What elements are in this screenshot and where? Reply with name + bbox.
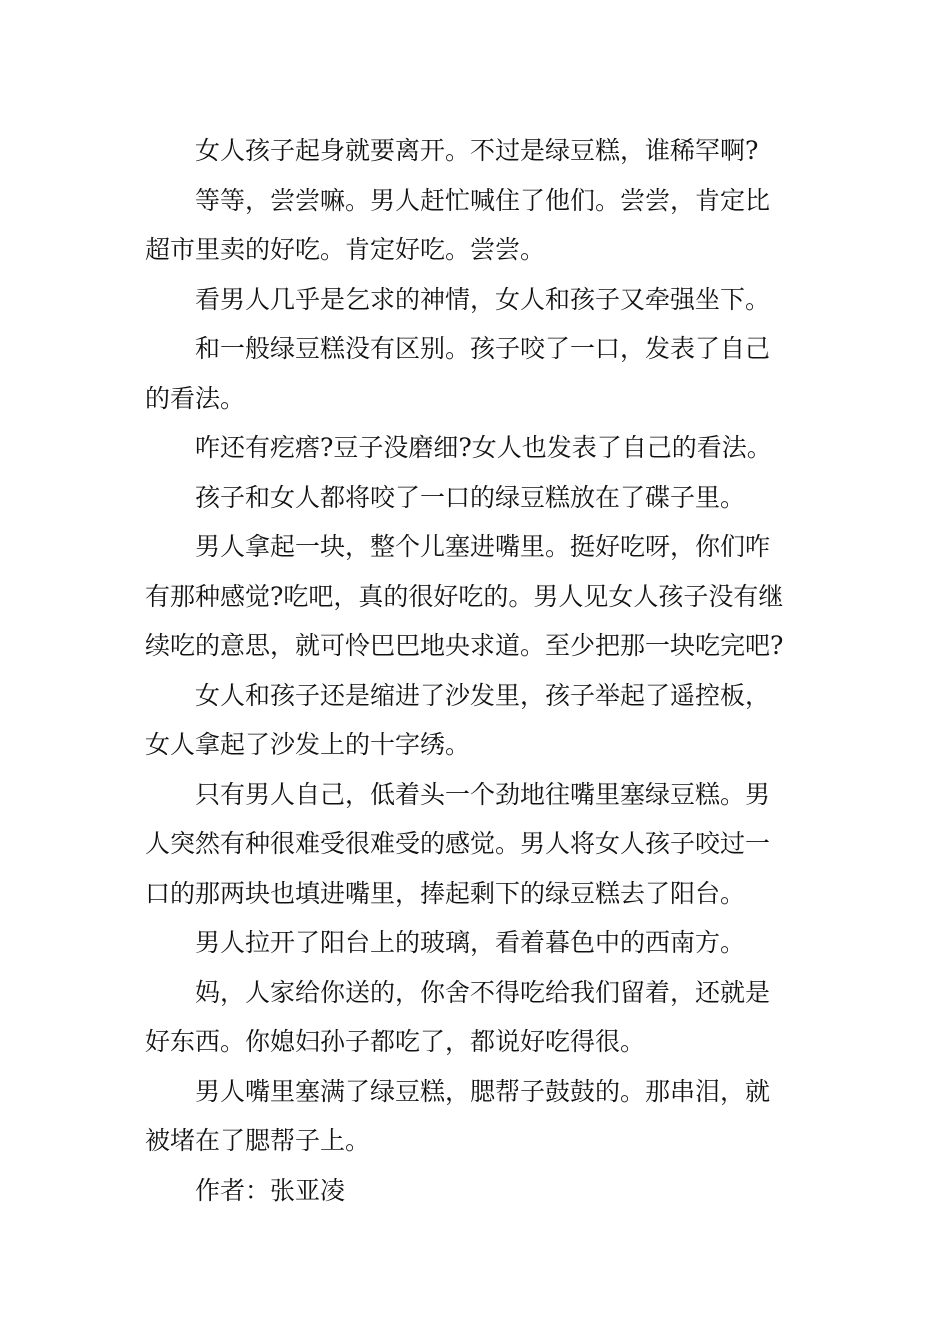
text-line: 咋还有疙瘩?豆子没磨细?女人也发表了自己的看法。	[195, 433, 772, 462]
text-line: 男人拿起一块，整个儿塞进嘴里。挺好吃呀，你们咋	[195, 532, 771, 561]
paragraph	[145, 473, 810, 523]
text-line: 看男人几乎是乞求的神情，女人和孩子又牵强坐下。	[195, 284, 771, 314]
text-line: 好东西。你媳妇孙子都吃了，都说好吃得很。	[145, 1027, 646, 1056]
text-line: 只有男人自己，低着头一个劲地往嘴里塞绿豆糕。男	[195, 779, 771, 809]
text-line: 有那种感觉?吃吧，真的很好吃的。男人见女人孩子没有继	[145, 581, 784, 611]
text-line: 妈，人家给你送的，你舍不得吃给我们留着，还就是	[195, 977, 771, 1007]
paragraph	[145, 671, 810, 770]
paragraph	[145, 770, 810, 919]
paragraph	[145, 176, 810, 275]
text-line: 女人和孩子还是缩进了沙发里，孩子举起了遥控板，	[195, 680, 771, 710]
text-line: 被堵在了腮帮子上。	[145, 1126, 371, 1155]
paragraph	[145, 918, 810, 968]
text-line: 口的那两块也填进嘴里，捧起剩下的绿豆糕去了阳台。	[145, 878, 746, 908]
author-credit: 作者：张亚凌	[195, 1175, 346, 1205]
text-line: 续吃的意思，就可怜巴巴地央求道。至少把那一块吃完吧?	[145, 631, 784, 660]
text-line: 男人嘴里塞满了绿豆糕，腮帮子鼓鼓的。那串泪，就	[195, 1076, 771, 1106]
paragraph	[145, 126, 810, 176]
text-line: 女人孩子起身就要离开。不过是绿豆糕，谁稀罕啊?	[195, 136, 759, 165]
text-line: 女人拿起了沙发上的十字绣。	[145, 730, 471, 759]
text-line: 和一般绿豆糕没有区别。孩子咬了一口，发表了自己	[195, 334, 771, 363]
text-line: 的看法。	[145, 383, 246, 413]
paragraph	[145, 1067, 810, 1166]
paragraph	[145, 324, 810, 423]
paragraph	[145, 423, 810, 473]
paragraph	[145, 968, 810, 1067]
author-line	[145, 1166, 810, 1216]
text-line: 人突然有种很难受很难受的感觉。男人将女人孩子咬过一	[145, 829, 771, 858]
article-body	[145, 126, 810, 1215]
text-line: 超市里卖的好吃。肯定好吃。尝尝。	[145, 235, 546, 264]
paragraph	[145, 522, 810, 671]
text-line: 男人拉开了阳台上的玻璃，看着暮色中的西南方。	[195, 928, 746, 957]
paragraph	[145, 275, 810, 325]
text-line: 孩子和女人都将咬了一口的绿豆糕放在了碟子里。	[195, 482, 746, 512]
text-line: 等等，尝尝嘛。男人赶忙喊住了他们。尝尝，肯定比	[195, 185, 771, 215]
